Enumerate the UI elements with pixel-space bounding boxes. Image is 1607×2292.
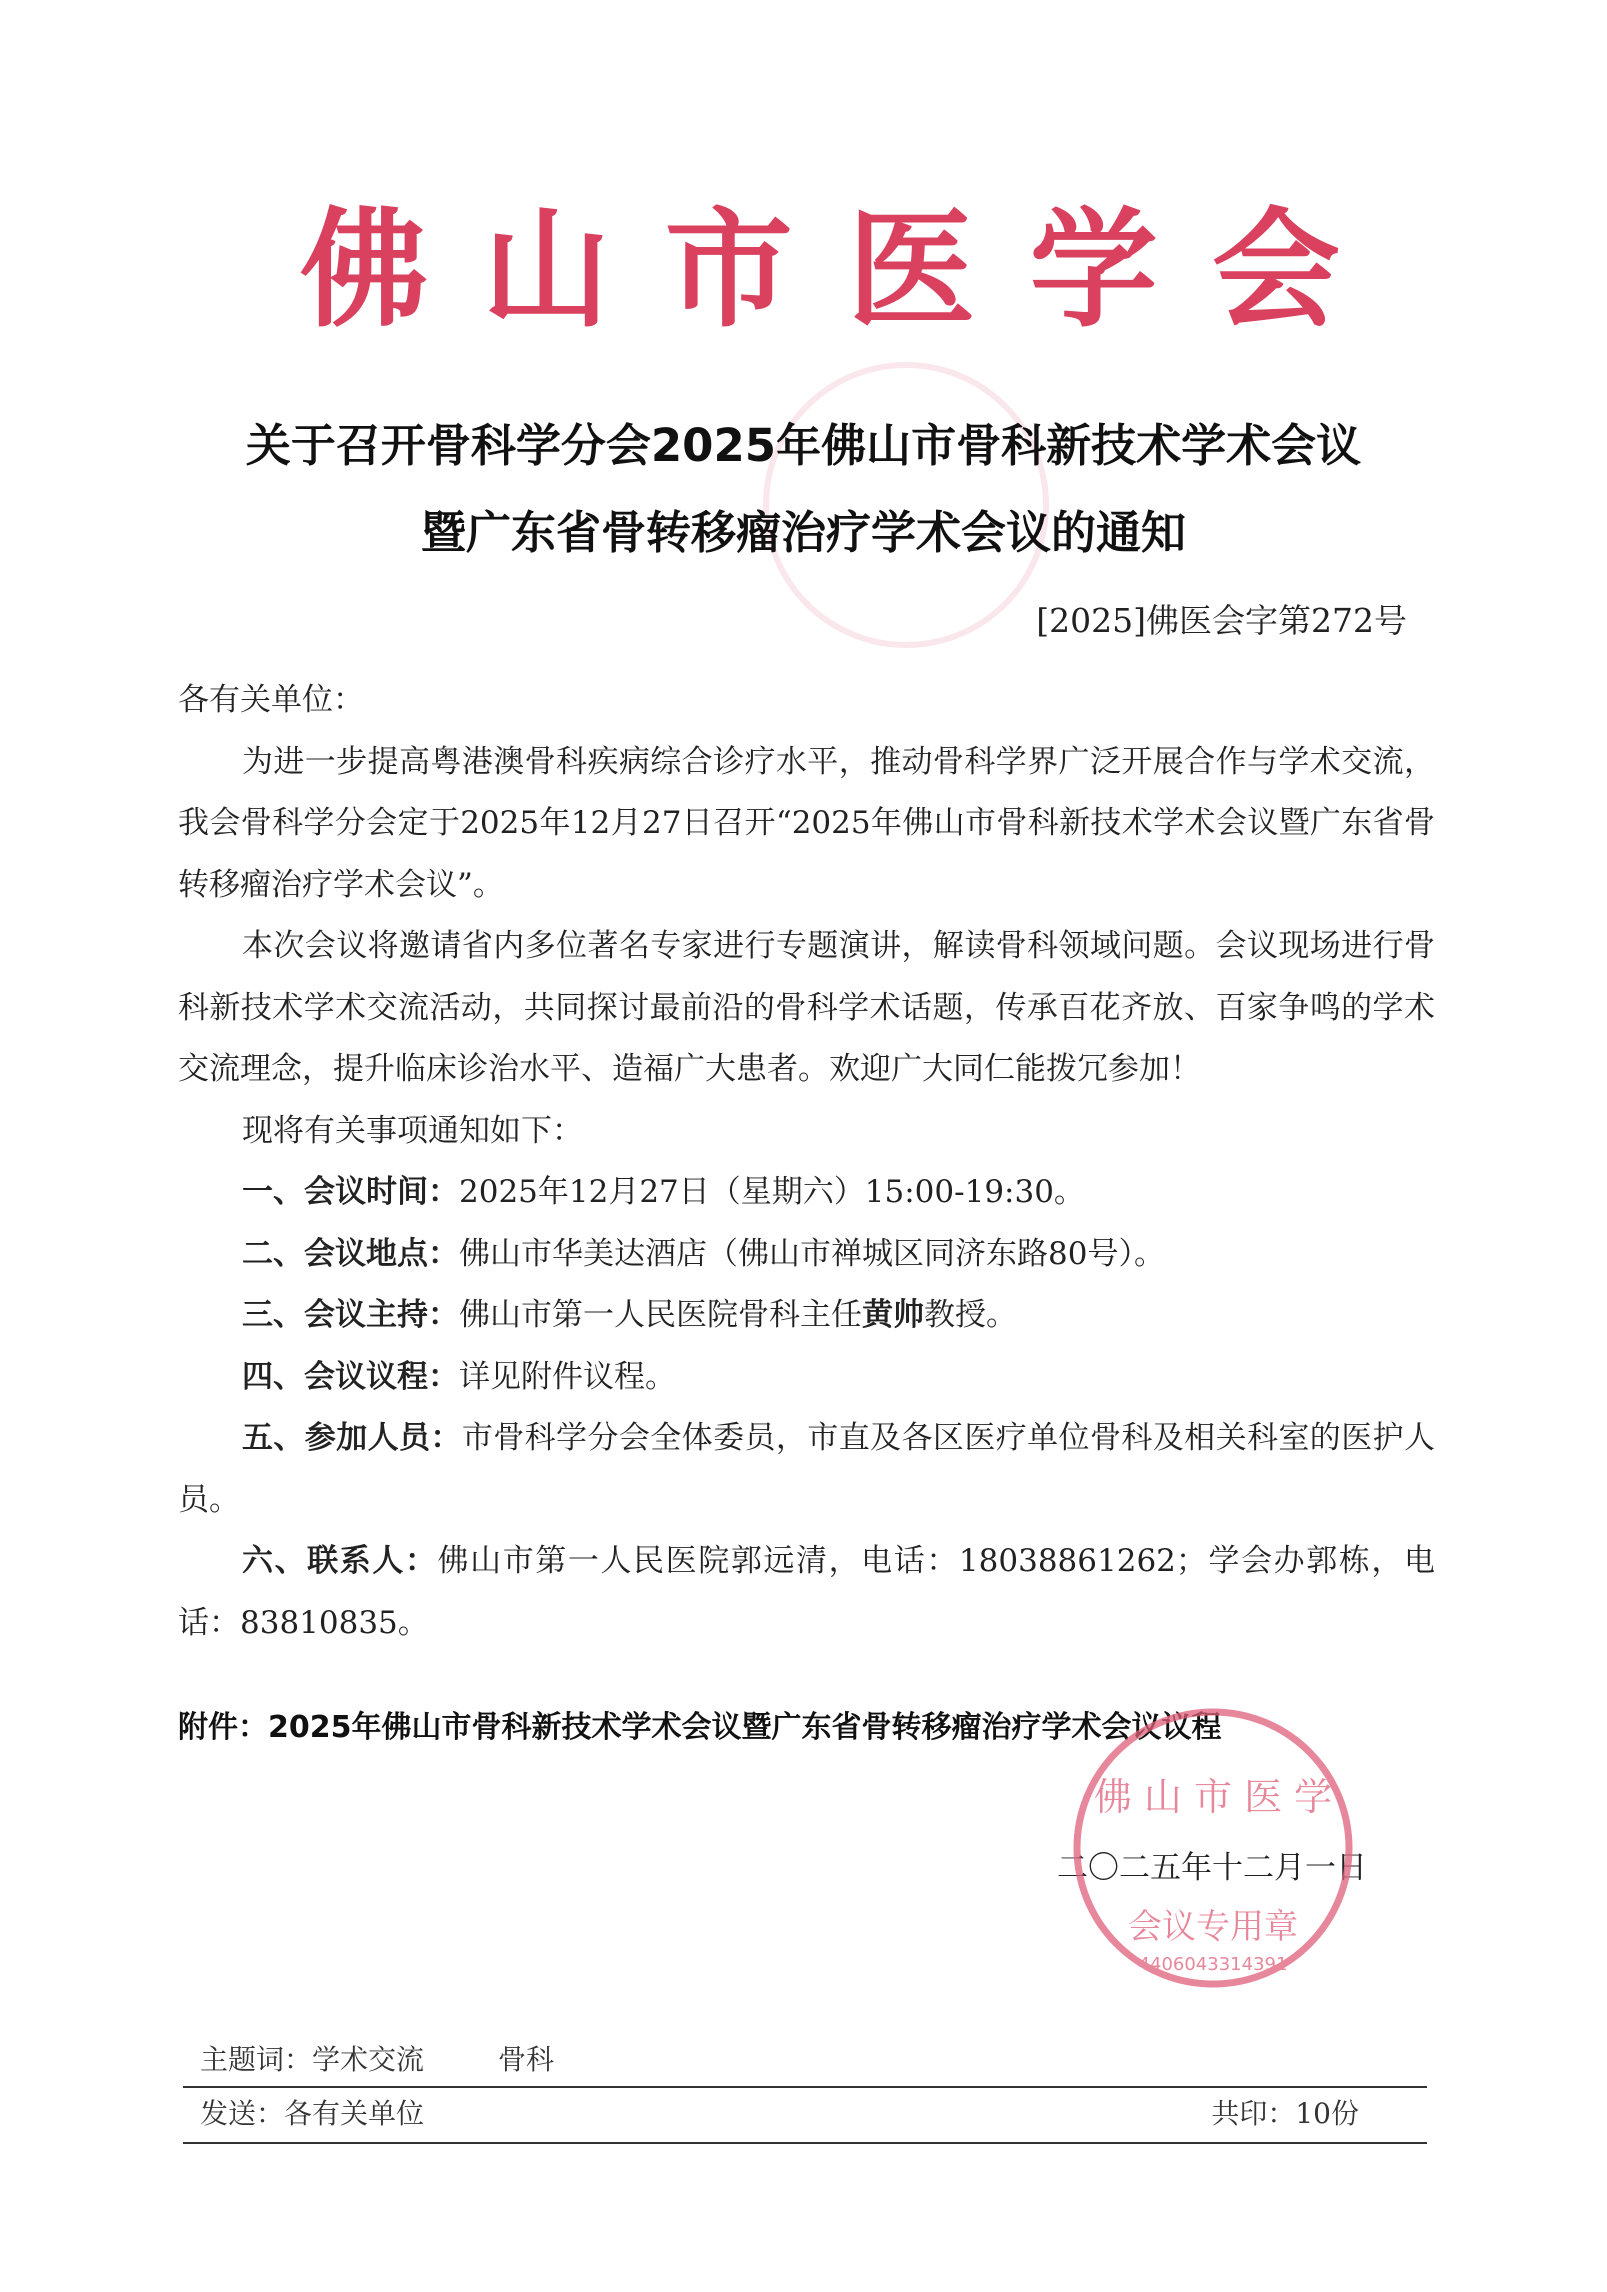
- divider: [183, 2142, 1427, 2144]
- item-text: 佛山市第一人民医院郭远清，电话：18038861262；学会办郭栋，电话：83810835。: [178, 1543, 1436, 1641]
- item-agenda: [178, 1347, 1435, 1409]
- host-name: 黄帅: [862, 1297, 924, 1333]
- divider: [183, 2086, 1427, 2088]
- letterhead-char: 会: [1211, 195, 1340, 345]
- letterhead-char: 山: [482, 195, 611, 345]
- letterhead-char: 学: [1029, 195, 1158, 345]
- keyword: 学术交流: [312, 2043, 425, 2076]
- item-text: 2025年12月27日（星期六）15:00-19:30。: [459, 1174, 1085, 1210]
- doc-title-line1: 关于召开骨科学分会2025年佛山市骨科新技术学术会议: [245, 419, 1362, 472]
- official-seal-icon: [1063, 1698, 1363, 1998]
- send-to: 发送：各有关单位: [200, 2097, 425, 2130]
- letterhead-char: 佛: [300, 195, 429, 345]
- item-contact: [178, 1531, 1435, 1654]
- keyword: 骨科: [498, 2043, 555, 2076]
- item-label: 二、会议地点：: [242, 1235, 459, 1272]
- svg-text:4406043314391: 4406043314391: [1138, 1954, 1288, 1975]
- letterhead-char: 市: [664, 195, 793, 345]
- item-time: [178, 1162, 1435, 1224]
- issue-date: 二〇二五年十二月一日: [1057, 1850, 1367, 1886]
- item-text: 市骨科学分会全体委员，市直及各区医疗单位骨科及相关科室的医护人员。: [178, 1420, 1436, 1518]
- keywords-label: 主题词：: [200, 2043, 313, 2076]
- svg-text:会议专用章: 会议专用章: [1128, 1907, 1298, 1947]
- item-text: 佛山市第一人民医院骨科主任: [459, 1297, 862, 1333]
- item-venue: [178, 1224, 1435, 1286]
- paragraph-2: 本次会议将邀请省内多位著名专家进行专题演讲，解读骨科领域问题。会议现场进行骨科新技术学术交流活动，共同探讨最前沿的骨科学术话题，传承百花齐放、百家争鸣的学术交流理念，提升临床诊治水平、造福广大患者。欢迎广大同仁能拨冗参加！: [178, 928, 1435, 1087]
- paragraph-3: 现将有关事项通知如下：: [242, 1112, 583, 1149]
- item-attendees: [178, 1408, 1435, 1531]
- notice-body: [178, 670, 1435, 1654]
- item-text: 佛山市华美达酒店（佛山市禅城区同济东路80号）。: [459, 1235, 1165, 1272]
- letterhead-char: 医: [847, 195, 976, 345]
- item-label: 六、联系人：: [242, 1543, 438, 1579]
- doc-number: [2025]佛医会字第272号: [1036, 601, 1407, 640]
- org-letterhead: [300, 195, 1340, 345]
- svg-text:佛 山 市 医 学: 佛 山 市 医 学: [1093, 1775, 1333, 1819]
- item-label: 三、会议主持：: [242, 1297, 459, 1333]
- copies: 共印：10份: [1211, 2097, 1359, 2130]
- item-label: 五、参加人员：: [242, 1420, 462, 1456]
- item-label: 四、会议议程：: [242, 1358, 459, 1395]
- doc-title-line2: 暨广东省骨转移瘤治疗学术会议的通知: [420, 506, 1186, 559]
- attachment-link: 附件：2025年佛山市骨科新技术学术会议暨广东省骨转移瘤治疗学术会议议程: [178, 1710, 1222, 1745]
- item-text: 详见附件议程。: [459, 1358, 676, 1395]
- item-host: [178, 1285, 1435, 1347]
- item-label: 一、会议时间：: [242, 1174, 459, 1210]
- salutation: 各有关单位：: [178, 682, 364, 718]
- item-text: 教授。: [924, 1297, 1017, 1333]
- keywords: [200, 2040, 554, 2080]
- paragraph-1: 为进一步提高粤港澳骨科疾病综合诊疗水平，推动骨科学界广泛开展合作与学术交流，我会骨科学分会定于2025年12月27日召开“2025年佛山市骨科新技术学术会议暨广东省骨转移瘤治疗学术会议”。: [178, 743, 1435, 903]
